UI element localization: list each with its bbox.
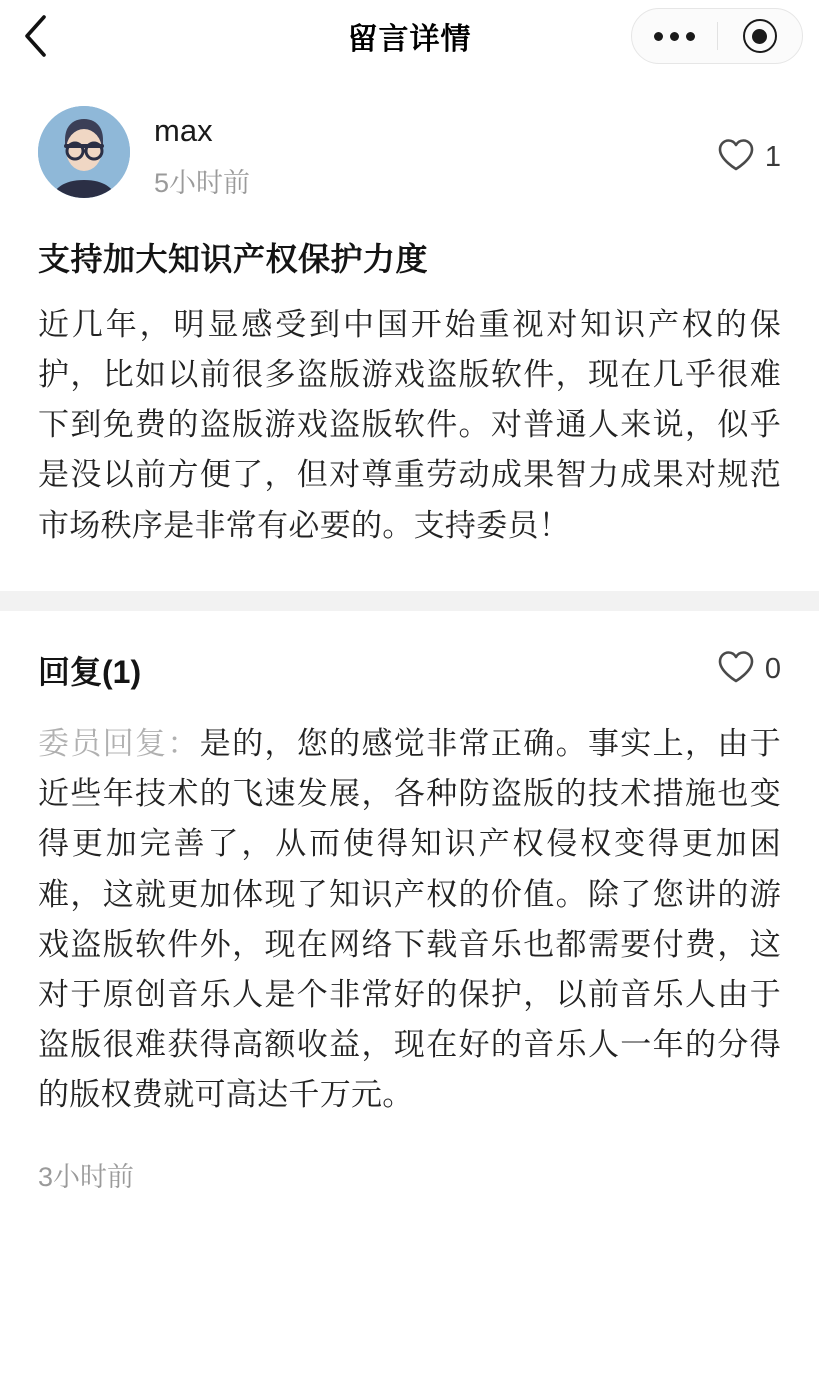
reply-text: 是的，您的感觉非常正确。事实上，由于近些年技术的飞速发展，各种防盗版的技术措施也变得更加完善了，从而使得知识产权侵权变得更加困难，这就更加体现了知识产权的价值。除了您讲的游戏盗版软件外，现在网络下载音乐也都需要付费，这对于原创音乐人是个非常好的保护，以前音乐人由于盗版很难获得高额收益，现在好的音乐人一年的分得的版权费就可高达千万元。 [38, 725, 781, 1113]
post-header [38, 106, 781, 200]
reply-count-title: 回复(1) [38, 653, 142, 690]
wechat-capsule-bar [631, 8, 803, 64]
heart-outline-icon [717, 138, 755, 177]
more-button[interactable] [632, 9, 717, 63]
heart-outline-icon [717, 650, 755, 689]
post-like-button[interactable] [717, 138, 781, 177]
reply-body [38, 719, 781, 1121]
reply-label: 委员回复： [38, 725, 200, 761]
author-info [154, 106, 250, 200]
post-like-count: 1 [764, 141, 781, 173]
post-body: 近几年，明显感受到中国开始重视对知识产权的保护，比如以前很多盗版游戏盗版软件，现在几乎很难下到免费的盗版游戏盗版软件。对普通人来说，似乎是没以前方便了，但对尊重劳动成果智力成果对规范市场秩序是非常有必要的。支持委员！ [38, 306, 781, 543]
section-divider [0, 591, 819, 611]
post-title: 支持加大知识产权保护力度 [38, 240, 429, 277]
chevron-left-icon [22, 14, 48, 58]
avatar[interactable] [38, 106, 130, 198]
reply-time: 3小时前 [38, 1161, 135, 1192]
close-miniprogram-button[interactable] [718, 9, 803, 63]
reply-section [0, 611, 819, 1194]
post-time: 5小时前 [154, 167, 251, 198]
post-section [0, 72, 819, 591]
target-icon [743, 19, 777, 53]
more-horizontal-icon [654, 32, 695, 41]
back-button[interactable] [0, 0, 70, 72]
author-name: max [154, 113, 213, 148]
reply-like-button[interactable] [717, 650, 781, 689]
reply-like-count: 0 [764, 653, 781, 686]
reply-header [38, 647, 781, 693]
page-title: 留言详情 [347, 23, 472, 56]
navigation-bar [0, 0, 819, 72]
